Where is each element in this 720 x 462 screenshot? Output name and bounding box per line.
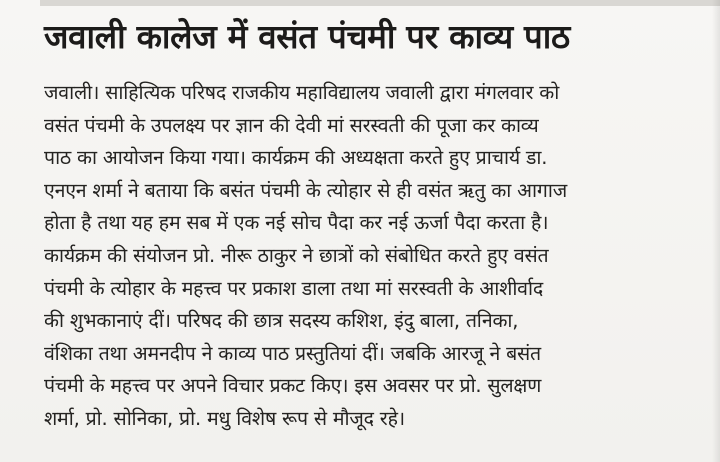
article-line: जवाली। साहित्यिक परिषद राजकीय महाविद्यालय जवाली द्वारा मंगलवार को — [44, 81, 560, 104]
article-line: शर्मा, प्रो. सोनिका, प्रो. मधु विशेष रूप से मौजूद रहे। — [44, 406, 405, 430]
article-line: एनएन शर्मा ने बताया कि बसंत पंचमी के त्योहार से ही वसंत ऋतु का आगाज — [44, 178, 567, 202]
article-body — [44, 77, 704, 436]
article-line: पंचमी के महत्त्व पर अपने विचार प्रकट किए। इस अवसर पर प्रो. सुलक्षण — [44, 374, 542, 398]
article-line: होता है तथा यह हम सब में एक नई सोच पैदा कर नई ऊर्जा पैदा करता है। — [44, 211, 549, 235]
article-line: की शुभकानाएं दीं। परिषद की छात्र सदस्य कशिश, इंदु बाला, तनिका, — [44, 309, 519, 333]
article-line: वंशिका तथा अमनदीप ने काव्य पाठ प्रस्तुतियां दीं। जबकि आरजू ने बसंत — [44, 341, 541, 365]
article-line: कार्यक्रम की संयोजन प्रो. नीरू ठाकुर ने छात्रों को संबोधित करते हुए वसंत — [44, 243, 549, 267]
article-line: पंचमी के त्योहार के महत्त्व पर प्रकाश डाला तथा मां सरस्वती के आशीर्वाद — [44, 276, 544, 300]
page-edge-shadow — [712, 0, 720, 462]
article-line: पाठ का आयोजन किया गया। कार्यक्रम की अध्यक्षता करते हुए प्राचार्य डा. — [44, 146, 548, 170]
article-line: वसंत पंचमी के उपलक्ष्य पर ज्ञान की देवी मां सरस्वती की पूजा कर काव्य — [44, 113, 539, 137]
article-headline: जवाली कालेज में वसंत पंचमी पर काव्य पाठ — [44, 17, 570, 56]
top-divider — [40, 0, 720, 6]
